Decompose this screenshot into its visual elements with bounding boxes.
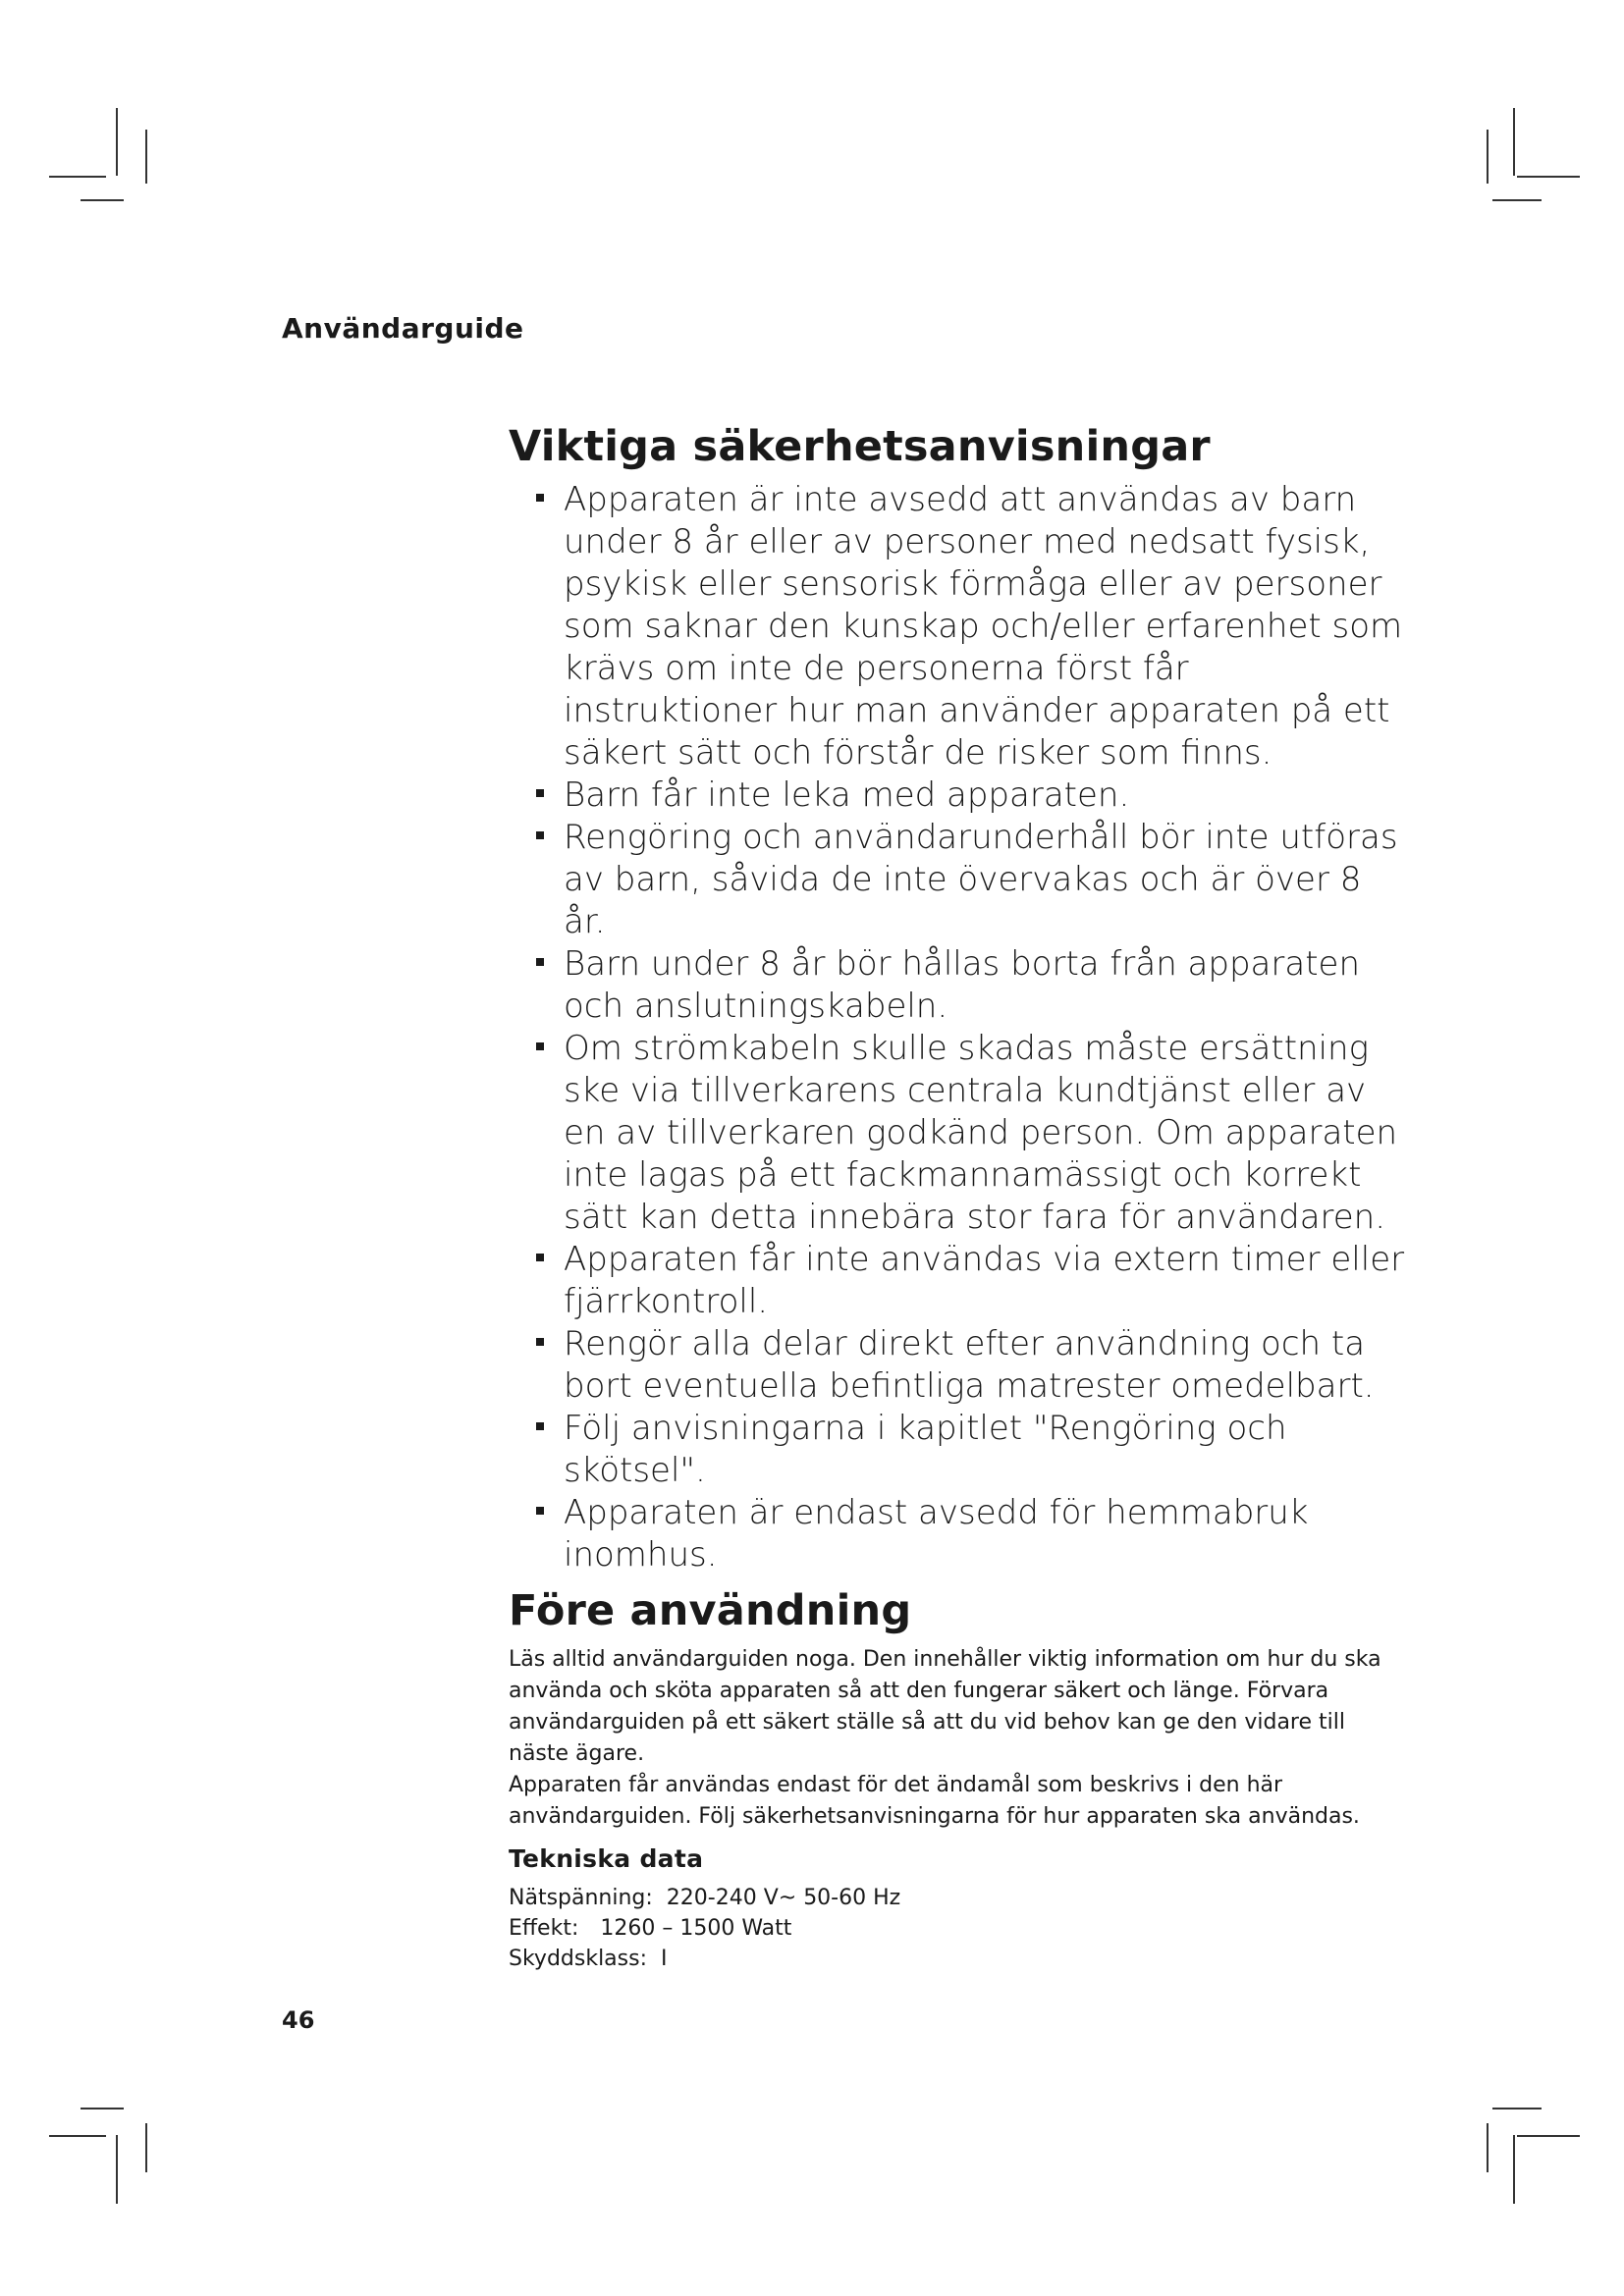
crop-mark	[1517, 176, 1580, 178]
bullet-icon	[536, 1338, 544, 1346]
crop-mark	[116, 108, 118, 176]
bullet-icon	[536, 494, 544, 502]
bullet-icon	[536, 831, 544, 839]
bullet-icon	[536, 1042, 544, 1050]
list-item: Rengör alla delar direkt efter användning och ta bort eventuella befintliga matrester omedelbart.	[509, 1323, 1412, 1408]
crop-mark	[1487, 130, 1489, 184]
crop-mark	[49, 176, 106, 178]
before-use-paragraph: Apparaten får användas endast för det ändamål som beskrivs i den här användarguiden. Följ säkerhetsanvisningarna för hur apparaten ska användas.	[509, 1773, 1360, 1830]
list-item: Barn under 8 år bör hållas borta från apparaten och anslutningskabeln.	[509, 943, 1412, 1028]
safety-title: Viktiga säkerhetsanvisningar	[509, 422, 1211, 471]
before-use-paragraph: Läs alltid användarguiden noga. Den innehåller viktig information om hur du ska använda och sköta apparaten så att den fungerar säkert och länge. Förvara användarguiden på ett säkert ställe så att du vid behov kan ge den vidare till näste ägare.	[509, 1647, 1381, 1767]
tech-data-title: Tekniska data	[509, 1844, 704, 1874]
list-item: Rengöring och användarunderhåll bör inte utföras av barn, såvida de inte övervakas och är över 8 år.	[509, 817, 1412, 943]
crop-mark	[81, 199, 124, 201]
spec-label: Effekt:	[509, 1916, 579, 1942]
list-item: Om strömkabeln skulle skadas måste ersättning ske via tillverkarens centrala kundtjänst eller av en av tillverkaren godkänd person. Om apparaten inte lagas på ett fackmannamässigt och korrekt sätt kan detta innebära stor fara för användaren.	[509, 1028, 1412, 1239]
spec-row	[509, 1913, 1412, 1944]
tech-data-list	[509, 1883, 1412, 1974]
spec-label: Skyddsklass:	[509, 1947, 648, 1972]
crop-mark	[1513, 108, 1515, 176]
spec-label: Nätspänning:	[509, 1886, 653, 1911]
spec-row	[509, 1944, 1412, 1974]
crop-mark	[49, 2135, 106, 2137]
list-item: Barn får inte leka med apparaten.	[509, 774, 1412, 817]
spec-value: 220-240 V~ 50-60 Hz	[666, 1886, 901, 1911]
page-number: 46	[282, 2006, 315, 2034]
bullet-icon	[536, 1422, 544, 1430]
bullet-icon	[536, 789, 544, 797]
spec-value: I	[661, 1947, 668, 1972]
safety-list	[509, 479, 1412, 1576]
page-content	[509, 422, 1412, 1974]
list-item: Apparaten är endast avsedd för hemmabruk inomhus.	[509, 1492, 1412, 1576]
crop-mark	[1487, 2123, 1489, 2172]
before-use-title: Före användning	[509, 1585, 912, 1635]
crop-mark	[145, 130, 147, 184]
crop-mark	[1492, 199, 1542, 201]
list-item: Apparaten är inte avsedd att användas av barn under 8 år eller av personer med nedsatt fysisk, psykisk eller sensorisk förmåga eller av personer som saknar den kunskap och/eller erfarenhet som krävs om inte de personerna först får instruktioner hur man använder apparaten på ett säkert sätt och förstår de risker som finns.	[509, 479, 1412, 774]
list-item: Följ anvisningarna i kapitlet "Rengöring och skötsel".	[509, 1408, 1412, 1492]
list-item: Apparaten får inte användas via extern timer eller fjärrkontroll.	[509, 1239, 1412, 1323]
crop-mark	[81, 2108, 124, 2109]
section-label: Användarguide	[282, 312, 524, 345]
crop-mark	[1513, 2135, 1515, 2204]
spec-row	[509, 1883, 1412, 1913]
bullet-icon	[536, 1507, 544, 1515]
crop-mark	[1492, 2108, 1542, 2109]
spec-value: 1260 – 1500 Watt	[600, 1916, 792, 1942]
crop-mark	[145, 2123, 147, 2172]
crop-mark	[1517, 2135, 1580, 2137]
bullet-icon	[536, 1254, 544, 1261]
bullet-icon	[536, 958, 544, 966]
crop-mark	[116, 2135, 118, 2204]
